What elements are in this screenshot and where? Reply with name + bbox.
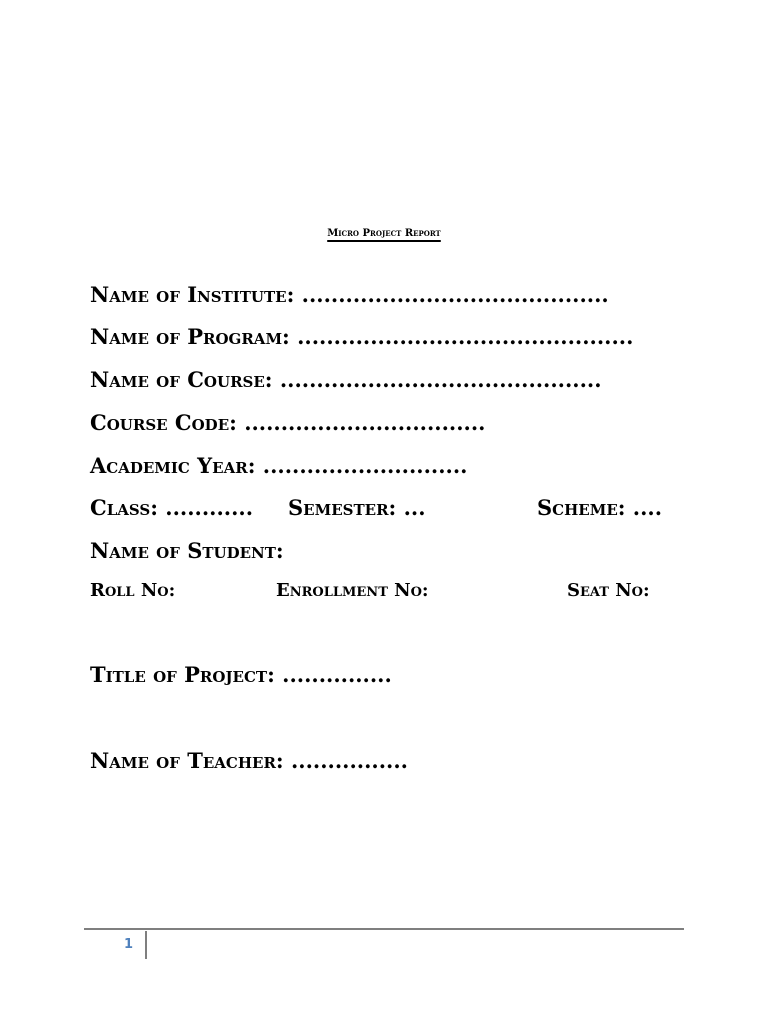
- document-title: Micro Project Report: [327, 228, 441, 239]
- enrollment-no-field: Enrollment No:: [276, 580, 429, 601]
- scheme-field: Scheme: ....: [537, 495, 663, 520]
- academic-year-field: Academic Year: ............................: [90, 453, 468, 478]
- class-field: Class: ............: [90, 495, 254, 520]
- seat-no-field: Seat No:: [567, 580, 650, 601]
- semester-field: Semester: ...: [288, 495, 426, 520]
- roll-no-field: Roll No:: [90, 580, 176, 601]
- teacher-name-field: Name of Teacher: ................: [90, 748, 408, 773]
- program-field: Name of Program: ..............................................: [90, 324, 634, 349]
- student-name-field: Name of Student:: [90, 538, 284, 563]
- course-code-field: Course Code: .................................: [90, 410, 486, 435]
- page-number: 1: [124, 937, 134, 952]
- footer-rule: [84, 928, 684, 930]
- course-field: Name of Course: ............................................: [90, 367, 602, 392]
- project-title-field: Title of Project: ...............: [90, 662, 392, 687]
- page-number-divider: [145, 931, 147, 959]
- institute-field: Name of Institute: ..........................................: [90, 282, 609, 307]
